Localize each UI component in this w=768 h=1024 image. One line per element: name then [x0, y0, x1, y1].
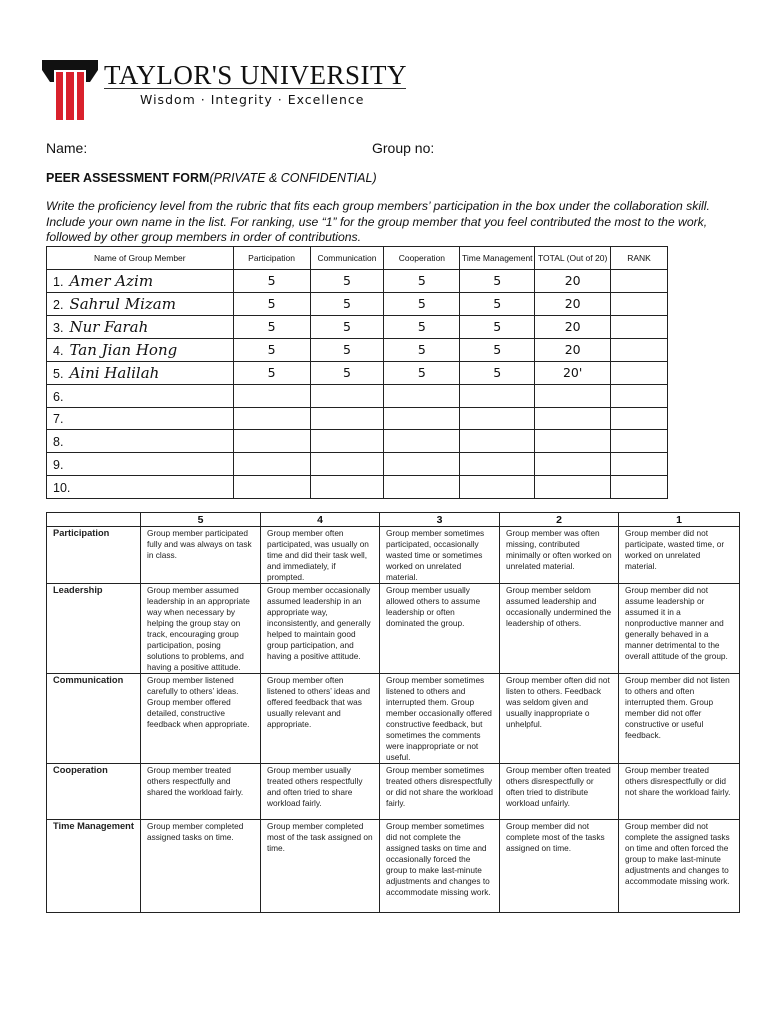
- criterion-label: Leadership: [47, 584, 141, 674]
- score-total[interactable]: 20: [535, 315, 611, 338]
- score-participation[interactable]: [233, 384, 310, 407]
- peer-row: [47, 384, 668, 407]
- row-number: 9.: [53, 458, 64, 473]
- criterion-label: Participation: [47, 527, 141, 584]
- member-name-cell[interactable]: [47, 292, 234, 315]
- row-number: 7.: [53, 412, 64, 427]
- rubric-descriptor: Group member sometimes participated, occasionally wasted time or sometimes worked on unrelated material.: [380, 527, 500, 584]
- member-name-cell[interactable]: [47, 430, 234, 453]
- row-number: 2.: [53, 297, 64, 312]
- logo-divider: [104, 88, 406, 89]
- rubric-descriptor: Group member completed most of the task assigned on time.: [261, 820, 380, 913]
- rubric-row: [47, 764, 740, 820]
- peer-row: [47, 270, 668, 293]
- score-time[interactable]: 5: [460, 292, 535, 315]
- rubric-descriptor: Group member did not participate, wasted time, or worked on unrelated material.: [619, 527, 740, 584]
- rubric-corner: [47, 513, 141, 527]
- rubric-row: [47, 527, 740, 584]
- score-time[interactable]: 5: [460, 270, 535, 293]
- rubric-row: [47, 820, 740, 913]
- score-rank[interactable]: [611, 384, 668, 407]
- score-time[interactable]: 5: [460, 338, 535, 361]
- member-name: Tan Jian Hong: [69, 340, 178, 359]
- peer-row: [47, 315, 668, 338]
- rubric-descriptor: Group member assumed leadership in an appropriate way when necessary by helping the group stay on track, encouraging group participation, posing solutions to problems, and having a positive attitude.: [141, 584, 261, 674]
- rubric-descriptor: Group member treated others respectfully and shared the workload fairly.: [141, 764, 261, 820]
- score-cooperation[interactable]: [384, 453, 460, 476]
- criterion-label: Cooperation: [47, 764, 141, 820]
- score-participation[interactable]: 5: [233, 338, 310, 361]
- score-communication[interactable]: [310, 384, 384, 407]
- score-cooperation[interactable]: [384, 407, 460, 430]
- score-time[interactable]: [460, 407, 535, 430]
- rubric-descriptor: Group member usually allowed others to assume leadership or often dominated the group.: [380, 584, 500, 674]
- criterion-label: Time Management: [47, 820, 141, 913]
- university-tagline: Wisdom · Integrity · Excellence: [140, 92, 365, 107]
- rubric-descriptor: Group member did not assume leadership or assumed it in a nonproductive manner and generally behaved in a manner detrimental to the overall attitude of the group.: [619, 584, 740, 674]
- score-time[interactable]: [460, 430, 535, 453]
- peer-row: [47, 475, 668, 498]
- member-name-cell[interactable]: [47, 338, 234, 361]
- peer-col-header: RANK: [611, 247, 668, 270]
- member-name-cell[interactable]: [47, 407, 234, 430]
- score-total[interactable]: 20: [535, 292, 611, 315]
- score-cooperation[interactable]: 5: [384, 315, 460, 338]
- score-rank[interactable]: [611, 270, 668, 293]
- row-number: 4.: [53, 343, 64, 358]
- peer-row: [47, 361, 668, 384]
- score-total[interactable]: [535, 475, 611, 498]
- score-time[interactable]: [460, 475, 535, 498]
- rubric-descriptor: Group member often did not listen to others. Feedback was seldom given and usually inappropriate o unhelpful.: [500, 674, 619, 764]
- row-number: 1.: [53, 274, 64, 289]
- rubric-descriptor: Group member did not complete most of the tasks assigned on time.: [500, 820, 619, 913]
- rubric-row: [47, 584, 740, 674]
- rubric-descriptor: Group member was often missing, contributed minimally or often worked on unrelated material.: [500, 527, 619, 584]
- member-name-cell[interactable]: [47, 315, 234, 338]
- score-participation[interactable]: 5: [233, 361, 310, 384]
- level-header: 4: [261, 513, 380, 527]
- rubric-descriptor: Group member did not complete the assigned tasks on time and often forced the group to make last-minute adjustments and changes to accommodate missing work.: [619, 820, 740, 913]
- rubric-descriptor: Group member sometimes did not complete the assigned tasks on time and occasionally forced the group to make last-minute adjustments and changes to accommodate missing work.: [380, 820, 500, 913]
- rubric-descriptor: Group member completed assigned tasks on time.: [141, 820, 261, 913]
- peer-col-header: Name of Group Member: [47, 247, 234, 270]
- row-number: 6.: [53, 389, 64, 404]
- score-communication[interactable]: 5: [310, 315, 384, 338]
- score-participation[interactable]: [233, 430, 310, 453]
- score-time[interactable]: 5: [460, 315, 535, 338]
- rubric-descriptor: Group member occasionally assumed leadership in an appropriate way, inconsistently, and generally helped to maintain good group participation, and having a positive attitude.: [261, 584, 380, 674]
- score-participation[interactable]: 5: [233, 292, 310, 315]
- score-communication[interactable]: 5: [310, 292, 384, 315]
- level-header: 1: [619, 513, 740, 527]
- rubric-descriptor: Group member listened carefully to others’ ideas. Group member offered detailed, constructive feedback when appropriate.: [141, 674, 261, 764]
- score-participation[interactable]: [233, 453, 310, 476]
- row-number: 8.: [53, 435, 64, 450]
- score-communication[interactable]: [310, 407, 384, 430]
- rubric-descriptor: Group member participated fully and was always on task in class.: [141, 527, 261, 584]
- score-cooperation[interactable]: 5: [384, 292, 460, 315]
- score-communication[interactable]: [310, 430, 384, 453]
- rubric-descriptor: Group member often participated, was usually on time and did their task well, and immediately, if prompted.: [261, 527, 380, 584]
- member-name: Amer Azim: [69, 271, 154, 290]
- name-label: Name:: [46, 140, 88, 156]
- peer-row: [47, 407, 668, 430]
- member-name-cell[interactable]: [47, 384, 234, 407]
- score-time[interactable]: 5: [460, 361, 535, 384]
- score-participation[interactable]: [233, 407, 310, 430]
- rubric-descriptor: Group member sometimes listened to others and interrupted them. Group member occasionally offered constructive feedback, but sometimes the comments were inappropriate or not useful.: [380, 674, 500, 764]
- university-name: TAYLOR'S UNIVERSITY: [104, 60, 407, 90]
- rubric-descriptor: Group member treated others disrespectfully or did not share the workload fairly.: [619, 764, 740, 820]
- score-total[interactable]: 20: [535, 270, 611, 293]
- score-cooperation[interactable]: [384, 475, 460, 498]
- rubric-table: [46, 512, 740, 913]
- rubric-descriptor: Group member sometimes treated others disrespectfully or did not share the workload fairly.: [380, 764, 500, 820]
- score-total[interactable]: [535, 430, 611, 453]
- member-name: Aini Halilah: [69, 363, 160, 382]
- score-cooperation[interactable]: [384, 430, 460, 453]
- score-cooperation[interactable]: 5: [384, 361, 460, 384]
- score-communication[interactable]: [310, 453, 384, 476]
- score-cooperation[interactable]: 5: [384, 338, 460, 361]
- score-rank[interactable]: [611, 361, 668, 384]
- peer-row: [47, 430, 668, 453]
- peer-col-header: Cooperation: [384, 247, 460, 270]
- row-number: 5.: [53, 366, 64, 381]
- row-number: 3.: [53, 320, 64, 335]
- criterion-label: Communication: [47, 674, 141, 764]
- score-rank[interactable]: [611, 430, 668, 453]
- rubric-descriptor: Group member did not listen to others and often interrupted them. Group member did not offer constructive or useful feedback.: [619, 674, 740, 764]
- score-communication[interactable]: 5: [310, 361, 384, 384]
- score-total[interactable]: [535, 384, 611, 407]
- score-total[interactable]: 20: [535, 338, 611, 361]
- rubric-descriptor: Group member seldom assumed leadership and occasionally undermined the leadership of others.: [500, 584, 619, 674]
- rubric-descriptor: Group member usually treated others respectfully and often tried to share workload fairly.: [261, 764, 380, 820]
- score-rank[interactable]: [611, 453, 668, 476]
- score-time[interactable]: [460, 453, 535, 476]
- peer-row: [47, 338, 668, 361]
- peer-col-header: Communication: [310, 247, 384, 270]
- member-name-cell[interactable]: [47, 361, 234, 384]
- rubric-row: [47, 674, 740, 764]
- score-communication[interactable]: 5: [310, 270, 384, 293]
- score-participation[interactable]: 5: [233, 270, 310, 293]
- form-title: PEER ASSESSMENT FORM(PRIVATE & CONFIDENTIAL): [46, 171, 377, 185]
- row-number: 10.: [53, 480, 71, 495]
- score-total[interactable]: [535, 453, 611, 476]
- member-name: Sahrul Mizam: [69, 294, 176, 313]
- score-participation[interactable]: [233, 475, 310, 498]
- score-communication[interactable]: [310, 475, 384, 498]
- score-rank[interactable]: [611, 292, 668, 315]
- peer-row: [47, 453, 668, 476]
- rubric-descriptor: Group member often treated others disrespectfully or often tried to distribute workload unfairly.: [500, 764, 619, 820]
- member-name: Nur Farah: [69, 317, 149, 336]
- rubric-descriptor: Group member often listened to others’ ideas and offered feedback that was usually relevant and appropriate.: [261, 674, 380, 764]
- peer-row: [47, 292, 668, 315]
- peer-col-header: Participation: [233, 247, 310, 270]
- score-total[interactable]: 20': [535, 361, 611, 384]
- score-communication[interactable]: 5: [310, 338, 384, 361]
- group-no-label: Group no:: [372, 140, 435, 156]
- score-cooperation[interactable]: [384, 384, 460, 407]
- peer-col-header: Time Management: [460, 247, 535, 270]
- score-rank[interactable]: [611, 338, 668, 361]
- member-name-cell[interactable]: [47, 453, 234, 476]
- score-rank[interactable]: [611, 475, 668, 498]
- score-rank[interactable]: [611, 407, 668, 430]
- score-time[interactable]: [460, 384, 535, 407]
- level-header: 2: [500, 513, 619, 527]
- level-header: 5: [141, 513, 261, 527]
- peer-assessment-table: [46, 246, 668, 499]
- instructions: Write the proficiency level from the rubric that fits each group members’ participation in the box under the collaboration skill. Include your own name in the list. For ranking, use “1” for the group member that you feel contributed the most to the work, followed by other group members in order of contributions.: [46, 199, 710, 244]
- member-name-cell[interactable]: [47, 270, 234, 293]
- score-participation[interactable]: 5: [233, 315, 310, 338]
- score-cooperation[interactable]: 5: [384, 270, 460, 293]
- score-rank[interactable]: [611, 315, 668, 338]
- score-total[interactable]: [535, 407, 611, 430]
- peer-col-header: TOTAL (Out of 20): [535, 247, 611, 270]
- level-header: 3: [380, 513, 500, 527]
- member-name-cell[interactable]: [47, 475, 234, 498]
